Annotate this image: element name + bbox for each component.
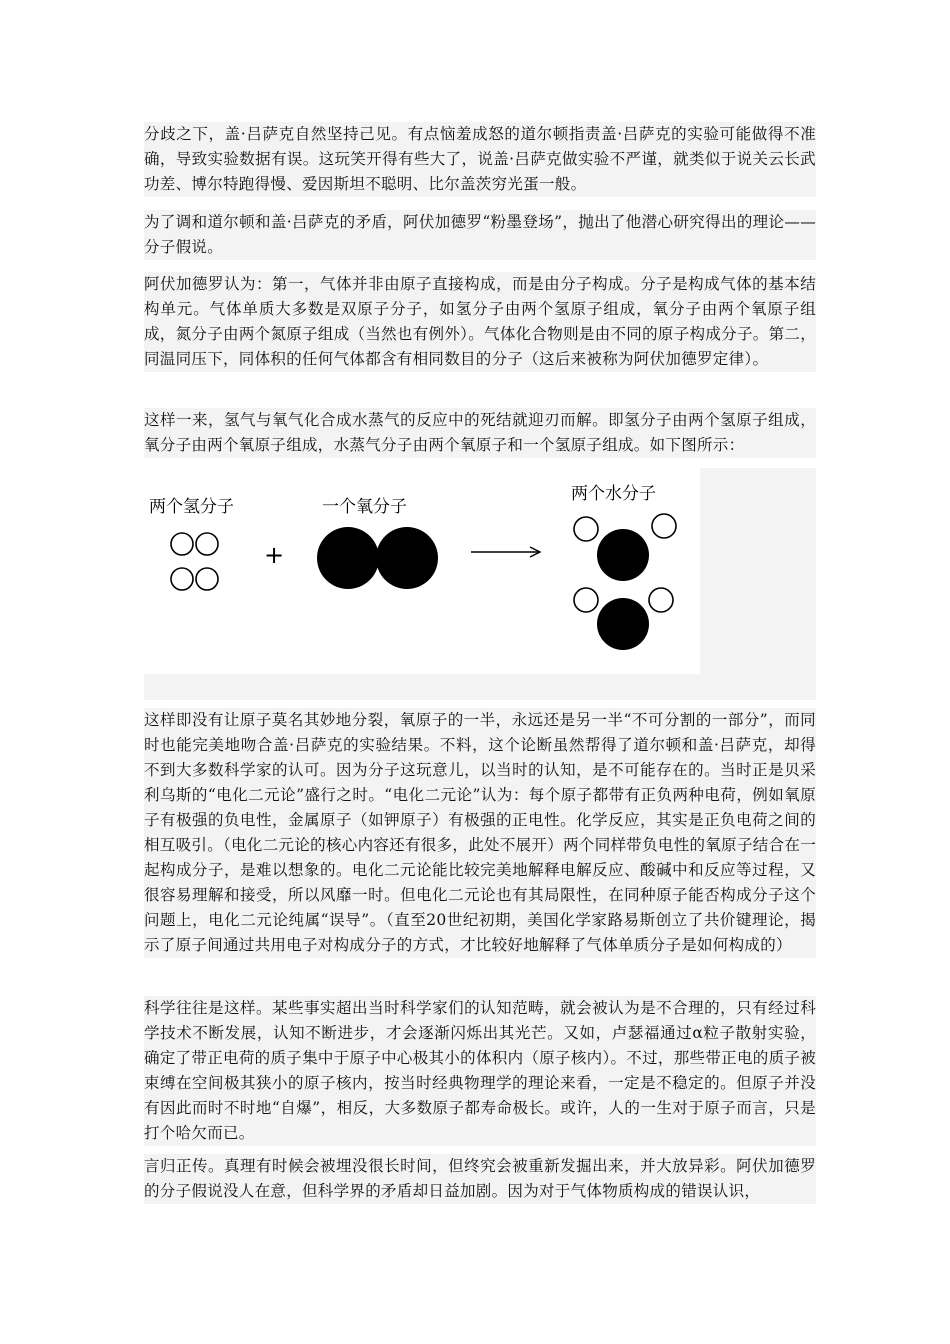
paragraph-4: 这样一来，氢气与氧气化合成水蒸气的反应中的死结就迎刃而解。即氢分子由两个氢原子组成，氧分子由两个氧原子组成，水蒸气分子由两个氧原子和一个氢原子组成。如下图所示： (144, 408, 816, 458)
hydrogen-atom (649, 588, 673, 612)
hydrogen-atom (574, 517, 598, 541)
hydrogen-molecules (171, 533, 218, 590)
hydrogen-atom (652, 514, 676, 538)
hydrogen-atom (196, 568, 218, 590)
label-hydrogen: 两个氢分子 (149, 497, 234, 517)
hydrogen-atom (196, 533, 218, 555)
oxygen-molecule (317, 527, 438, 589)
paragraph-1: 分歧之下，盖·吕萨克自然坚持己见。有点恼羞成怒的道尔顿指责盖·吕萨克的实验可能做得不准确，导致实验数据有误。这玩笑开得有些大了，说盖·吕萨克做实验不严谨，就类似于说关云长武功差、博尔特跑得慢、爱因斯坦不聪明、比尔盖茨穷光蛋一般。 (144, 122, 816, 197)
paragraph-3: 阿伏加德罗认为：第一，气体并非由原子直接构成，而是由分子构成。分子是构成气体的基本结构单元。气体单质大多数是双原子分子，如氢分子由两个氢原子组成，氧分子由两个氧原子组成，氮分子由两个氮原子组成（当然也有例外）。气体化合物则是由不同的原子构成分子。第二，同温同压下，同体积的任何气体都含有相同数目的分子（这后来被称为阿伏加德罗定律）。 (144, 272, 816, 372)
oxygen-atom (376, 527, 438, 589)
paragraph-2: 为了调和道尔顿和盖·吕萨克的矛盾，阿伏加德罗“粉墨登场”，抛出了他潜心研究得出的理论——分子假说。 (144, 210, 816, 260)
oxygen-atom (597, 529, 649, 581)
molecule-diagram (144, 468, 816, 700)
label-oxygen: 一个氧分子 (322, 497, 407, 517)
diagram-plate (144, 468, 700, 674)
paragraph-5: 这样即没有让原子莫名其妙地分裂，氧原子的一半，永远还是另一半“不可分割的一部分”，而同时也能完美地吻合盖·吕萨克的实验结果。不料，这个论断虽然帮得了道尔顿和盖·吕萨克，却得不到大多数科学家的认可。因为分子这玩意儿，以当时的认知，是不可能存在的。当时正是贝采利乌斯的“电化二元论”盛行之时。“电化二元论”认为：每个原子都带有正负两种电荷，例如氧原子有极强的负电性，金属原子（如钾原子）有极强的正电性。化学反应，其实是正负电荷之间的相互吸引。（电化二元论的核心内容还有很多，此处不展开）两个同样带负电性的氧原子结合在一起构成分子，是难以想象的。电化二元论能比较完美地解释电解反应、酸碱中和反应等过程，又很容易理解和接受，所以风靡一时。但电化二元论也有其局限性，在同种原子能否构成分子这个问题上，电化二元论纯属“误导”。（直至20世纪初期，美国化学家路易斯创立了共价键理论，揭示了原子间通过共用电子对构成分子的方式，才比较好地解释了气体单质分子是如何构成的） (144, 708, 816, 958)
hydrogen-atom (574, 588, 598, 612)
label-water: 两个水分子 (571, 484, 656, 504)
paragraph-7: 言归正传。真理有时候会被埋没很长时间，但终究会被重新发掘出来，并大放异彩。阿伏加德罗的分子假说没人在意，但科学界的矛盾却日益加剧。因为对于气体物质构成的错误认识， (144, 1154, 816, 1204)
hydrogen-atom (171, 533, 193, 555)
water-molecule (574, 588, 673, 650)
hydrogen-atom (171, 568, 193, 590)
paragraph-6: 科学往往是这样。某些事实超出当时科学家们的认知范畴，就会被认为是不合理的，只有经过科学技术不断发展，认知不断进步，才会逐渐闪烁出其光芒。又如，卢瑟福通过α粒子散射实验，确定了带正电荷的质子集中于原子中心极其小的体积内（原子核内）。不过，那些带正电的质子被束缚在空间极其狭小的原子核内，按当时经典物理学的理论来看，一定是不稳定的。但原子并没有因此而时不时地“自爆”，相反，大多数原子都寿命极长。或许，人的一生对于原子而言，只是打个哈欠而已。 (144, 996, 816, 1146)
plus-sign: + (264, 541, 285, 569)
diagram-svg (144, 468, 700, 674)
oxygen-atom (317, 527, 379, 589)
reaction-arrow (471, 547, 540, 557)
water-molecule (574, 514, 676, 581)
oxygen-atom (597, 598, 649, 650)
